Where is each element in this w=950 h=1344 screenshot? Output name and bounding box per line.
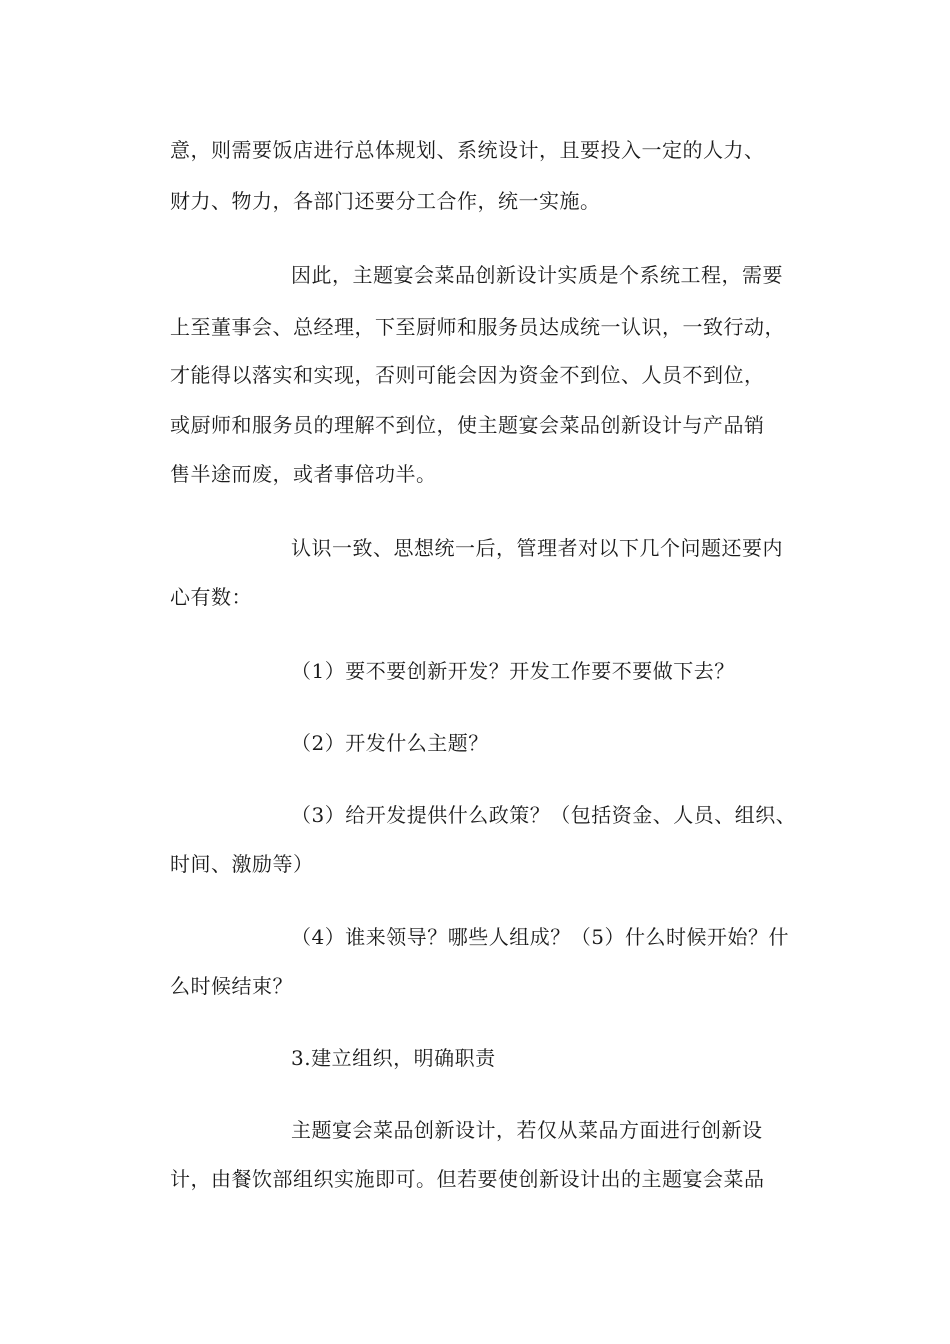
text-line: 财力、物力，各部门还要分工合作，统一实施。	[170, 189, 601, 213]
list-item-1: （1）要不要创新开发？开发工作要不要做下去？	[291, 659, 735, 683]
text-line: 才能得以落实和实现，否则可能会因为资金不到位、人员不到位，	[170, 363, 765, 387]
section-heading: 3.建立组织，明确职责	[291, 1046, 496, 1070]
text-line: 么时候结束？	[170, 974, 293, 998]
text-line: 心有数：	[170, 585, 252, 609]
text-line: 售半途而废，或者事倍功半。	[170, 462, 437, 486]
paragraph-start-line: 主题宴会菜品创新设计，若仅从菜品方面进行创新设	[291, 1118, 763, 1142]
list-item-3: （3）给开发提供什么政策？（包括资金、人员、组织、	[291, 803, 797, 827]
text-line: 计，由餐饮部组织实施即可。但若要使创新设计出的主题宴会菜品	[170, 1167, 765, 1191]
text-line: 时间、激励等）	[170, 852, 314, 876]
list-item-2: （2）开发什么主题？	[291, 731, 489, 755]
text-line: 上至董事会、总经理，下至厨师和服务员达成统一认识，一致行动，	[170, 315, 785, 339]
text-line: 或厨师和服务员的理解不到位，使主题宴会菜品创新设计与产品销	[170, 413, 765, 437]
list-item-4-5: （4）谁来领导？哪些人组成？（5）什么时候开始？什	[291, 925, 789, 949]
text-line: 意，则需要饭店进行总体规划、系统设计，且要投入一定的人力、	[170, 138, 765, 162]
paragraph-start-line: 因此，主题宴会菜品创新设计实质是个系统工程，需要	[291, 263, 783, 287]
paragraph-start-line: 认识一致、思想统一后，管理者对以下几个问题还要内	[291, 536, 783, 560]
